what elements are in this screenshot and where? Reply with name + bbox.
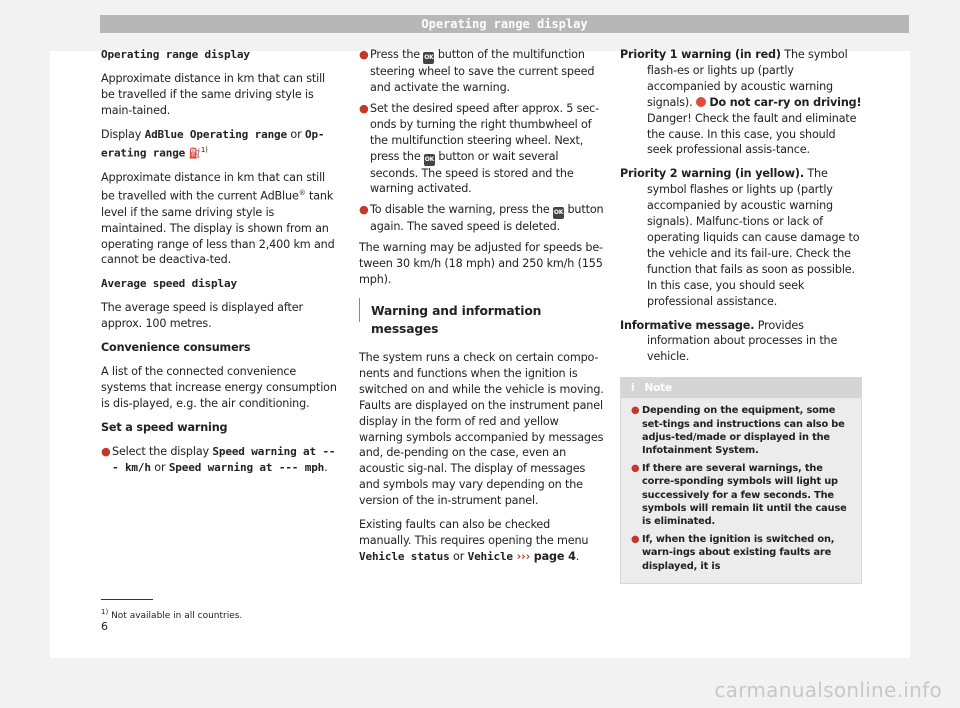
page-ref-arrow: ››› [512, 549, 531, 563]
list-item: ● Depending on the equipment, some set-tings and instructions can also be adjus-ted/made or displayed in the Infotainment System. [631, 405, 845, 457]
column-2 [359, 47, 604, 573]
ok-button-icon: OK [553, 207, 564, 219]
page-title: Operating range display [421, 17, 588, 31]
bullet-icon: ● [101, 444, 111, 458]
bullet-icon: ● [359, 101, 369, 115]
bullet-icon: ● [631, 533, 640, 545]
bullet-icon: ● [631, 405, 640, 417]
footnote: $^{1)}$ Not available in all countries. [101, 608, 243, 621]
bullet-icon: ● [631, 462, 640, 474]
note-title: Note [644, 382, 672, 395]
para-existing-faults: Existing faults can also be checked manually. This requires opening the menu Vehicle status or Vehicle ››› page 4. [359, 518, 589, 563]
ok-button-icon: OK [423, 52, 434, 64]
heading-convenience: Convenience consumers [101, 341, 251, 355]
para-speed-range: The warning may be adjusted for speeds be-tween 30 km/h (18 mph) and 250 km/h (155 mph). [359, 241, 603, 287]
footnote-rule [101, 599, 153, 600]
para-convenience: A list of the connected convenience systems that increase energy consumption is dis-played, e.g. the air conditioning. [101, 364, 337, 410]
info-icon: i [631, 382, 635, 395]
para-operating-range: Approximate distance in km that can still be travelled if the same driving style is main-tained. [101, 71, 325, 117]
definition-priority-1: Priority 1 warning (in red) The symbol flash-es or lights up (partly accompanied by acoustic warning signals). Do not car-ry on driving! Danger! Check the fault and eliminate the cause. In this case, you should seek professional assis-tance. [620, 48, 862, 157]
list-item: ● To disable the warning, press the OK button again. The saved speed is deleted. [359, 203, 604, 234]
definition-priority-2: Priority 2 warning (in yellow). The symbol flashes or lights up (partly accompanied by acoustic warning signals). Malfunc-tions or lack of operating liquids can cause damage to the vehicle and its fail-ure. Check the function that fails as soon as possible. In this case, you should seek professional assistance. [620, 167, 860, 308]
page-ref-link[interactable]: page 4 [530, 549, 576, 563]
bullet-icon: ● [359, 203, 369, 217]
list-item: ● If, when the ignition is switched on, warn-ings about existing faults are displayed, it is [631, 533, 835, 572]
note-body [621, 398, 861, 583]
column-1 [101, 47, 341, 480]
list-item: ● If there are several warnings, the corre-sponding symbols will light up successively for a few seconds. The symbols will remain lit until the cause is eliminated. [631, 462, 847, 528]
list-item: ● Select the display Speed warning at --- km/h or Speed warning at --- mph. [101, 444, 336, 474]
list-item: ● Press the OK button of the multifunction steering wheel to save the current speed and activate the warning. [359, 48, 595, 94]
para-average-speed: The average speed is displayed after approx. 100 metres. [101, 301, 303, 331]
page-number: 6 [101, 620, 108, 633]
heading-operating-range: Operating range display [101, 48, 250, 61]
list-item: ● Set the desired speed after approx. 5 sec-onds by turning the right thumbwheel of the multifunction steering wheel. Next, press the OK button or wait several seconds. The speed is stored and the warning activated. [359, 101, 599, 196]
para-system-check: The system runs a check on certain compo-nents and functions when the ignition is switched on and while the vehicle is moving. Faults are displayed on the instrument panel display in the form of red and yellow warning symbols accompanied by messages and, de-pending on the case, even an acoustic sig-nal. The display of messages and symbols may vary depending on the version of the in-strument panel. [359, 350, 604, 508]
definition-informative: Informative message. Provides information about processes in the vehicle. [620, 318, 838, 364]
heading-average-speed: Average speed display [101, 277, 237, 291]
heading-speed-warning: Set a speed warning [101, 420, 228, 434]
para-adblue: Approximate distance in km that can still be travelled with the current AdBlue® tank level if the same driving style is maintained. The display is shown from an operating range of less than 2,400 km and cannot be deactiva-ted. [101, 171, 335, 267]
column-3 [620, 47, 862, 584]
fuel-pump-icon: ⛽ [188, 148, 201, 160]
note-header [621, 378, 861, 398]
heading-adblue: Display AdBlue Operating range or Op-erating range ⛽$^{1)}$ [101, 127, 325, 160]
bullet-icon: ● [359, 48, 369, 61]
section-heading: Warning and information messages [359, 302, 604, 338]
warning-icon [696, 97, 706, 107]
ok-button-icon: OK [424, 154, 435, 166]
page-header [100, 15, 909, 33]
watermark: carmanualsonline.info [714, 678, 942, 702]
note-box [620, 377, 862, 584]
